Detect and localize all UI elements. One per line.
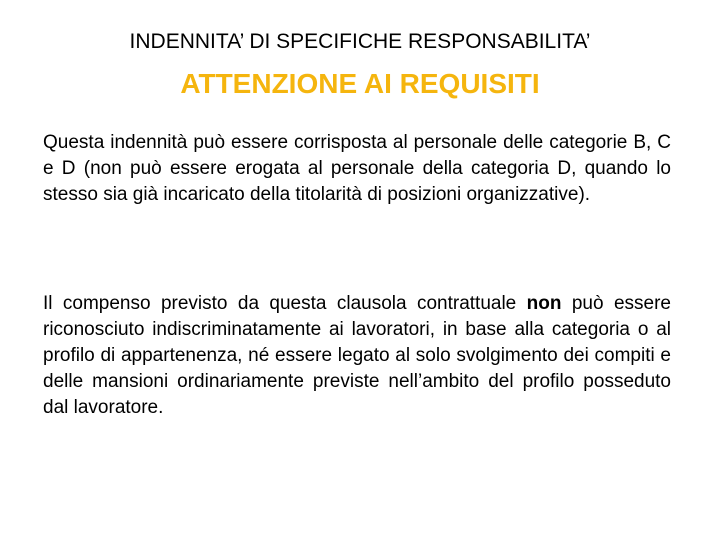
slide-subtitle: ATTENZIONE AI REQUISITI bbox=[180, 68, 540, 99]
paragraph-compensation-text-start: Il compenso previsto da questa clausola contrattuale bbox=[43, 293, 527, 314]
emphasis-non: non bbox=[526, 293, 562, 314]
paragraph-compensation bbox=[43, 291, 671, 421]
slide-title: INDENNITA’ DI SPECIFICHE RESPONSABILITA’ bbox=[129, 30, 591, 53]
paragraph-eligibility: Questa indennità può essere corrisposta al personale delle categorie B, C e D (non può essere erogata al personale della categoria D, quando lo stesso sia già incaricato della titolarità di posizioni organizzative). bbox=[43, 132, 671, 205]
paragraph-compensation-text-end: può essere riconosciuto indiscriminatamente ai lavoratori, in base alla categoria o al profilo di appartenenza, né essere legato al solo svolgimento dei compiti e delle mansioni ordinariamente previste nell’ambito del profilo posseduto dal lavoratore. bbox=[43, 293, 671, 418]
